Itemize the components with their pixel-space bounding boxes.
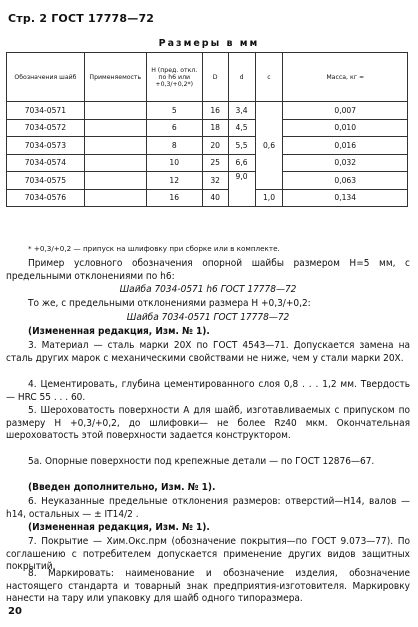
table-row (7, 189, 408, 207)
paragraph-5: 5. Шероховатость поверхности A для шайб, изготавливаемых с припуском по размеру H +0,3/+0,2, до шлифовки— не более Rz40 мкм. Окончательная шероховатость этой поверхности задается конструктором. (6, 405, 410, 442)
cell-mass: 0,032 (283, 154, 408, 172)
paragraph-8: 8. Маркировать: наименование и обозначение изделия, обозначение настоящего стандарта и товарный знак предприятия-изготовителя. Маркировку нанести на тару или упаковку для шайб одного типоразмера. (6, 568, 410, 605)
cell-usage (84, 102, 146, 120)
cell-h: 16 (146, 189, 202, 207)
cell-mass: 0,134 (283, 189, 408, 207)
example-paragraph: Пример условного обозначения опорной шайбы размером H=5 мм, с предельными отклонениями по h6: (6, 258, 410, 282)
example-paragraph-2: То же, с предельными отклонениями размера H +0,3/+0,2: (28, 298, 311, 309)
cell-d: 6,6 (228, 154, 255, 172)
cell-h: 6 (146, 119, 202, 137)
cell-mass: 0,063 (283, 172, 408, 190)
table-row (7, 154, 408, 172)
cell-h: 10 (146, 154, 202, 172)
cell-h: 12 (146, 172, 202, 190)
cell-d: 5,5 (228, 137, 255, 155)
cell-d: 3,4 (228, 102, 255, 120)
example-designation: Шайба 7034-0571 h6 ГОСТ 17778—72 (119, 284, 297, 295)
table-row (7, 172, 408, 190)
cell-code: 7034-0571 (7, 102, 85, 120)
table-row (7, 102, 408, 120)
dimensions-table (6, 52, 408, 207)
cell-d: 4,5 (228, 119, 255, 137)
col-header-code: Обозначения шайб (7, 53, 85, 102)
paragraph-4: 4. Цементировать, глубина цементированного слоя 0,8 . . . 1,2 мм. Твердость — HRC 55 . . . 60. (6, 379, 410, 403)
col-header-c: c (255, 53, 283, 102)
table-row (7, 137, 408, 155)
cell-c: 1,0 (255, 189, 283, 207)
page-number: 20 (8, 606, 22, 617)
edition-note: (Измененная редакция, Изм. № 1). (28, 522, 210, 533)
cell-d: 9,0 (228, 172, 255, 207)
cell-D: 20 (202, 137, 228, 155)
table-row (7, 119, 408, 137)
cell-usage (84, 154, 146, 172)
cell-D: 40 (202, 189, 228, 207)
cell-usage (84, 137, 146, 155)
cell-code: 7034-0572 (7, 119, 85, 137)
col-header-mass: Масса, кг ≈ (283, 53, 408, 102)
page-header: Стр. 2 ГОСТ 17778—72 (8, 12, 155, 25)
cell-mass: 0,016 (283, 137, 408, 155)
table-title: Размеры в мм (158, 38, 260, 49)
cell-mass: 0,010 (283, 119, 408, 137)
paragraph-7: 7. Покрытие — Хим.Окс.прм (обозначение покрытия—по ГОСТ 9.073—77). По соглашению с потребителем допускается применение других видов защитных покрытий. (6, 536, 410, 573)
paragraph-5a: 5а. Опорные поверхности под крепежные детали — по ГОСТ 12876—67. (28, 456, 375, 467)
edition-note: (Измененная редакция, Изм. № 1). (28, 326, 210, 337)
cell-code: 7034-0575 (7, 172, 85, 190)
cell-code: 7034-0573 (7, 137, 85, 155)
cell-c: 0,6 (255, 102, 283, 190)
col-header-h: H (пред. откл. по h6 или +0,3/+0,2*) (146, 53, 202, 102)
example-designation-2: Шайба 7034-0571 ГОСТ 17778—72 (126, 312, 290, 323)
cell-D: 32 (202, 172, 228, 190)
cell-usage (84, 172, 146, 190)
cell-code: 7034-0576 (7, 189, 85, 207)
cell-usage (84, 119, 146, 137)
cell-D: 25 (202, 154, 228, 172)
paragraph-6: 6. Неуказанные предельные отклонения размеров: отверстий—H14, валов — h14, остальных — ± IT14/2 . (6, 496, 410, 520)
table-footnote: * +0,3/+0,2 — припуск на шлифовку при сборке или в комплекте. (28, 244, 280, 253)
cell-h: 5 (146, 102, 202, 120)
edition-note: (Введен дополнительно, Изм. № 1). (28, 482, 216, 493)
paragraph-3: 3. Материал — сталь марки 20Х по ГОСТ 4543—71. Допускается замена на сталь других марок с механическими свойствами не ниже, чем у стали марки 20Х. (6, 340, 410, 364)
col-header-usage: Применяемость (84, 53, 146, 102)
cell-code: 7034-0574 (7, 154, 85, 172)
cell-D: 18 (202, 119, 228, 137)
cell-mass: 0,007 (283, 102, 408, 120)
cell-usage (84, 189, 146, 207)
cell-h: 8 (146, 137, 202, 155)
col-header-d: d (228, 53, 255, 102)
cell-D: 16 (202, 102, 228, 120)
table-header-row (7, 53, 408, 102)
col-header-D: D (202, 53, 228, 102)
